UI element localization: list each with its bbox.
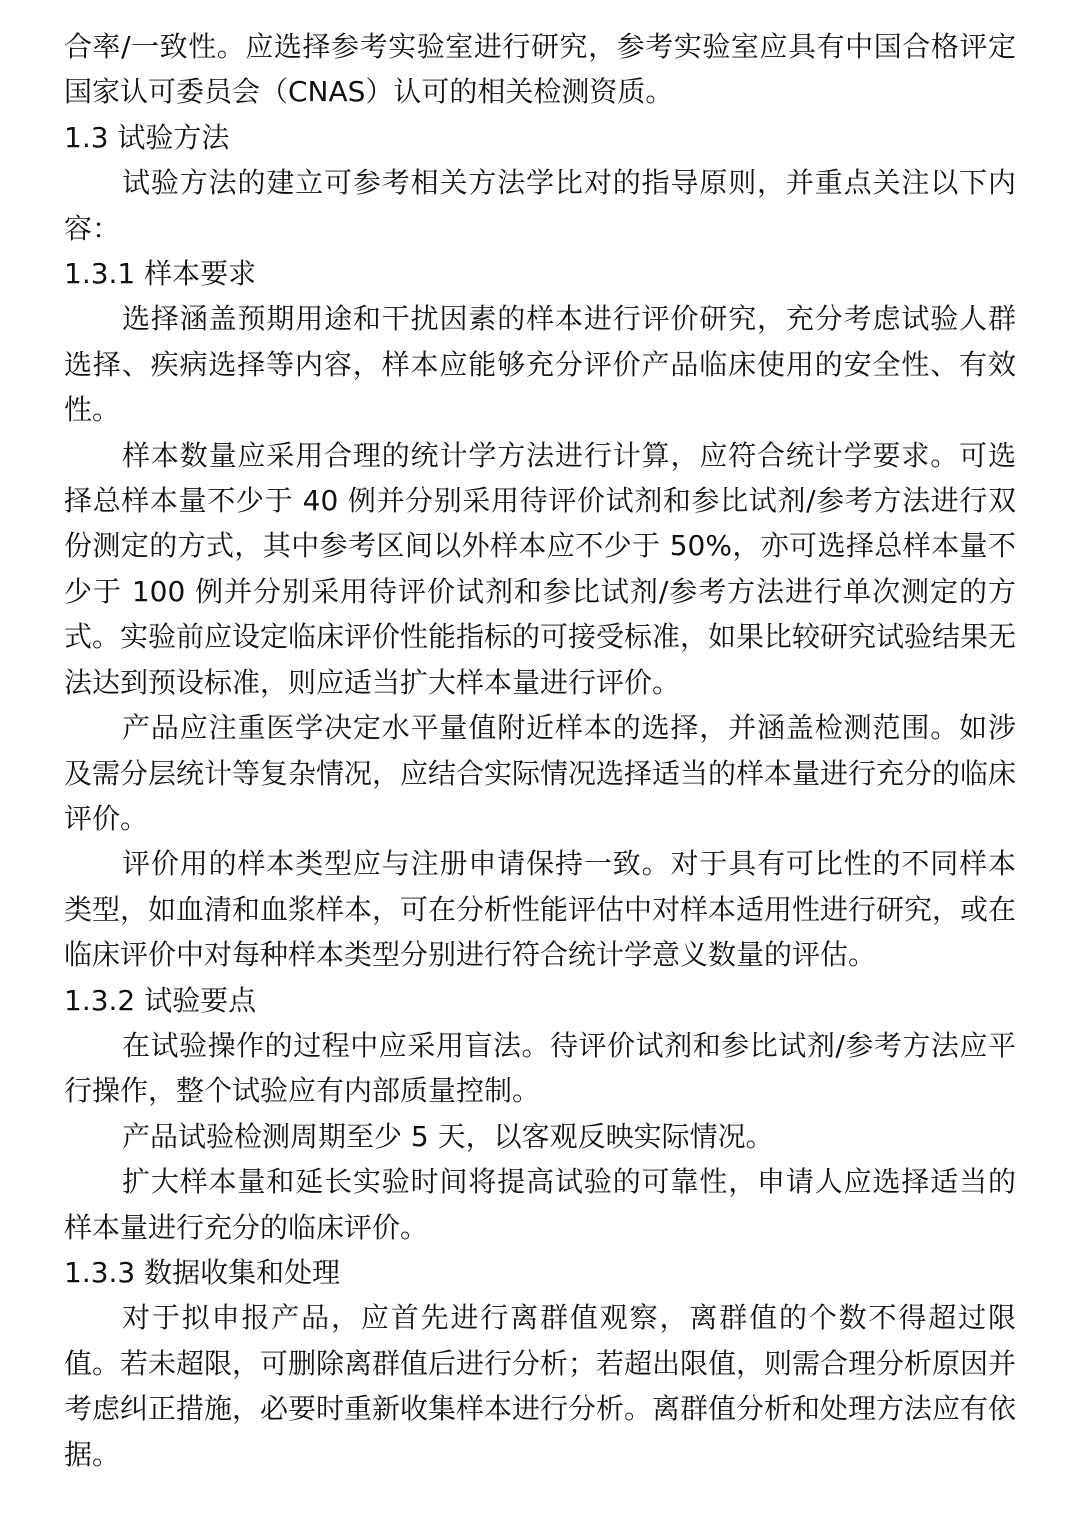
- paragraph-test-period: 产品试验检测周期至少 5 天，以客观反映实际情况。: [122, 1119, 774, 1153]
- section-heading-1-3: 1.3 试验方法: [64, 120, 230, 154]
- document-page: [64, 24, 1016, 1477]
- paragraph-reliability: 扩大样本量和延长实验时间将提高试验的可靠性，申请人应选择适当的样本量进行充分的临床评价。: [64, 1165, 1016, 1244]
- section-heading-1-3-3: 1.3.3 数据收集和处理: [64, 1255, 341, 1289]
- paragraph-sample-selection: 选择涵盖预期用途和干扰因素的样本进行评价研究，充分考虑试验人群选择、疾病选择等内容，样本应能够充分评价产品临床使用的安全性、有效性。: [64, 302, 1016, 427]
- paragraph-sample-type: 评价用的样本类型应与注册申请保持一致。对于具有可比性的不同样本类型，如血清和血浆样本，可在分析性能评估中对样本适用性进行研究，或在临床评价中对每种样本类型分别进行符合统计学意义数量的评估。: [64, 847, 1017, 972]
- paragraph-decision-level: 产品应注重医学决定水平量值附近样本的选择，并涵盖检测范围。如涉及需分层统计等复杂情况，应结合实际情况选择适当的样本量进行充分的临床评价。: [64, 711, 1017, 835]
- paragraph-outliers: 对于拟申报产品，应首先进行离群值观察，离群值的个数不得超过限值。若未超限，可删除离群值后进行分析；若超出限值，则需合理分析原因并考虑纠正措施，必要时重新收集样本进行分析。离群值分析和处理方法应有依据。: [64, 1301, 1017, 1471]
- section-heading-1-3-1: 1.3.1 样本要求: [64, 257, 257, 291]
- paragraph-test-method-intro: 试验方法的建立可参考相关方法学比对的指导原则，并重点关注以下内容：: [64, 166, 1016, 245]
- paragraph-blind-method: 在试验操作的过程中应采用盲法。待评价试剂和参比试剂/参考方法应平行操作，整个试验应有内部质量控制。: [64, 1028, 1016, 1108]
- paragraph-sample-size: 样本数量应采用合理的统计学方法进行计算，应符合统计学要求。可选择总样本量不少于 40 例并分别采用待评价试剂和参比试剂/参考方法进行双份测定的方式，其中参考区间以外样本应不少于 50%，亦可选择总样本量不少于 100 例并分别采用待评价试剂和参比试剂/参考方法进行单次测定的方式。实验前应设定临床评价性能指标的可接受标准，如果比较研究试验结果无法达到预设标准，则应适当扩大样本量进行评价。: [64, 438, 1017, 699]
- paragraph-cnas-continuation: 合率/一致性。应选择参考实验室进行研究，参考实验室应具有中国合格评定国家认可委员会（CNAS）认可的相关检测资质。: [64, 30, 1016, 109]
- section-heading-1-3-2: 1.3.2 试验要点: [64, 983, 257, 1017]
